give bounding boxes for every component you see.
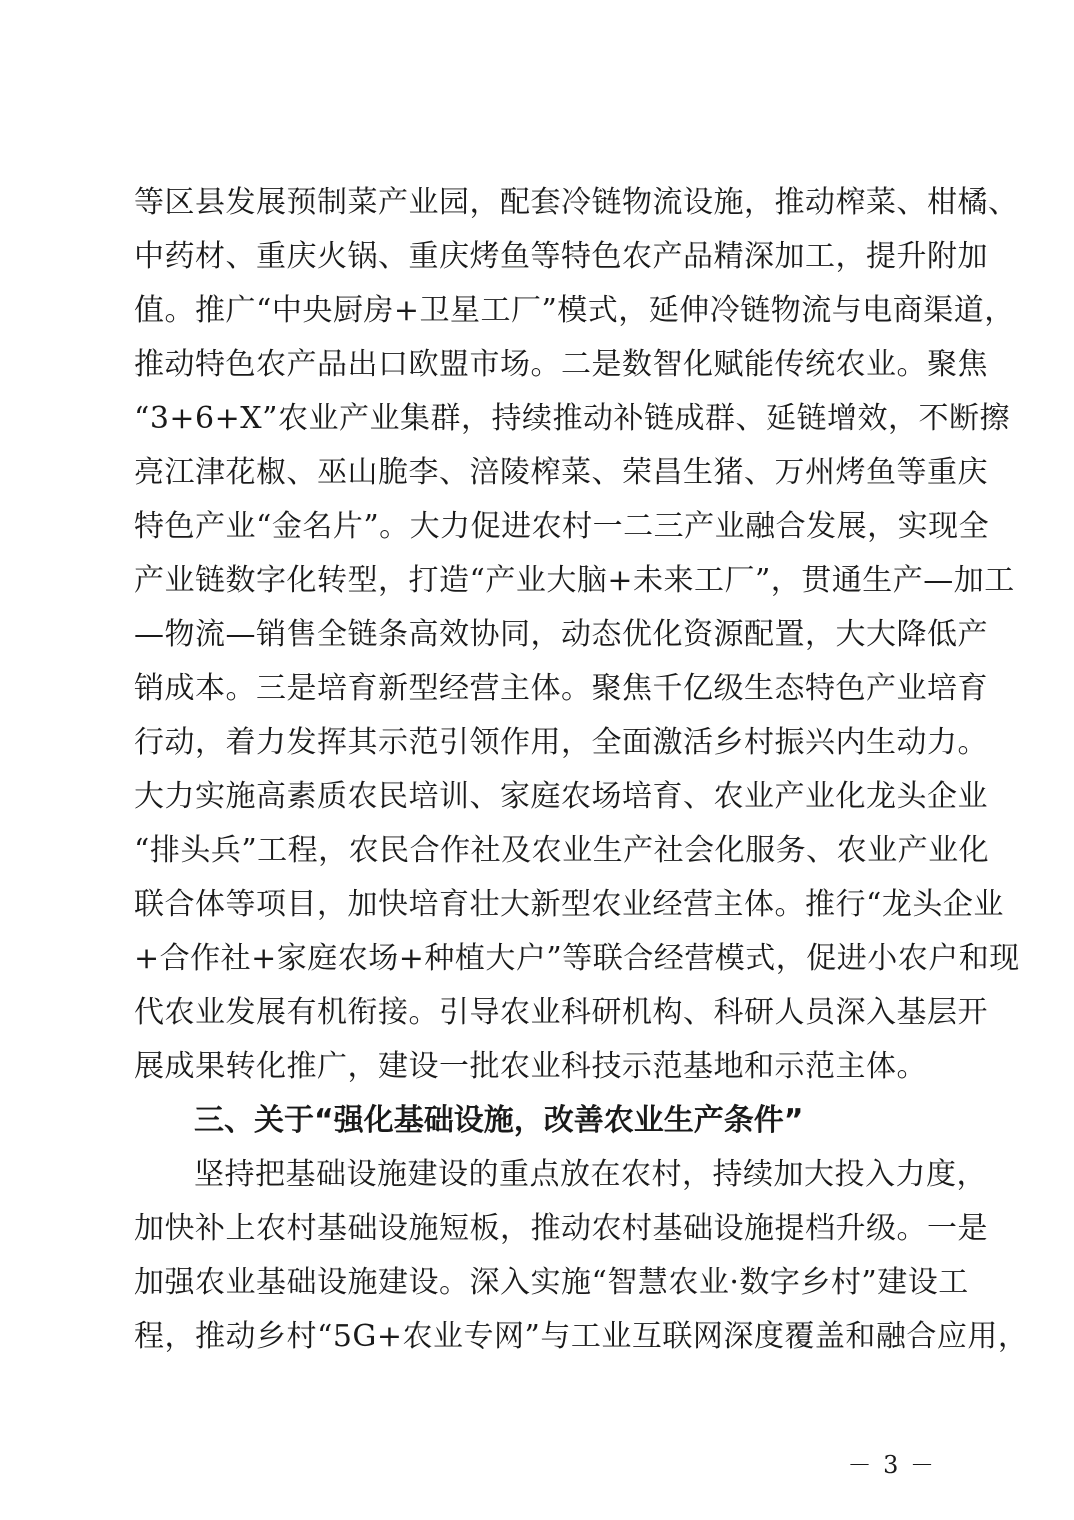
- paragraph-2: [134, 1148, 1029, 1364]
- text-line: 大力实施高素质农民培训、家庭农场培育、农业产业化龙头企业: [134, 779, 988, 814]
- text-line: 加强农业基础设施建设。深入实施“智慧农业·数字乡村”建设工: [134, 1265, 969, 1300]
- document-body: [134, 176, 1029, 1364]
- text-line: 特色产业“金名片”。大力促进农村一二三产业融合发展，实现全: [134, 509, 990, 544]
- text-line: 行动，着力发挥其示范引领作用，全面激活乡村振兴内生动力。: [134, 725, 988, 760]
- text-line: “3+6+X”农业产业集群，持续推动补链成群、延链增效，不断擦: [134, 401, 1010, 436]
- text-line: 加快补上农村基础设施短板，推动农村基础设施提档升级。一是: [134, 1211, 988, 1246]
- text-line: 亮江津花椒、巫山脆李、涪陵榨菜、荣昌生猪、万州烤鱼等重庆: [134, 455, 988, 490]
- paragraph-1: [134, 176, 1020, 1094]
- text-line: 程，推动乡村“5G+农业专网”与工业互联网深度覆盖和融合应用，: [134, 1319, 1029, 1354]
- text-line: 产业链数字化转型，打造“产业大脑+未来工厂”，贯通生产—加工: [134, 563, 1015, 598]
- page-number: － 3 －: [847, 1451, 936, 1479]
- text-line: 坚持把基础设施建设的重点放在农村，持续加大投入力度，: [194, 1157, 987, 1192]
- text-line: —物流—销售全链条高效协同，动态优化资源配置，大大降低产: [134, 617, 988, 652]
- section-heading: 三、关于“强化基础设施，改善农业生产条件”: [194, 1103, 804, 1138]
- text-line: +合作社+家庭农场+种植大户”等联合经营模式，促进小农户和现: [134, 941, 1020, 976]
- text-line: 等区县发展预制菜产业园，配套冷链物流设施，推动榨菜、柑橘、: [134, 185, 1019, 220]
- text-line: 推动特色农产品出口欧盟市场。二是数智化赋能传统农业。聚焦: [134, 347, 988, 382]
- text-line: “排头兵”工程，农民合作社及农业生产社会化服务、农业产业化: [134, 833, 990, 868]
- text-line: 代农业发展有机衔接。引导农业科研机构、科研人员深入基层开: [134, 995, 988, 1030]
- text-line: 展成果转化推广，建设一批农业科技示范基地和示范主体。: [134, 1049, 927, 1084]
- text-line: 中药材、重庆火锅、重庆烤鱼等特色农产品精深加工，提升附加: [134, 239, 988, 274]
- text-line: 销成本。三是培育新型经营主体。聚焦千亿级生态特色产业培育: [134, 671, 988, 706]
- text-line: 联合体等项目，加快培育壮大新型农业经营主体。推行“龙头企业: [134, 887, 1004, 922]
- text-line: 值。推广“中央厨房+卫星工厂”模式，延伸冷链物流与电商渠道，: [134, 293, 1015, 328]
